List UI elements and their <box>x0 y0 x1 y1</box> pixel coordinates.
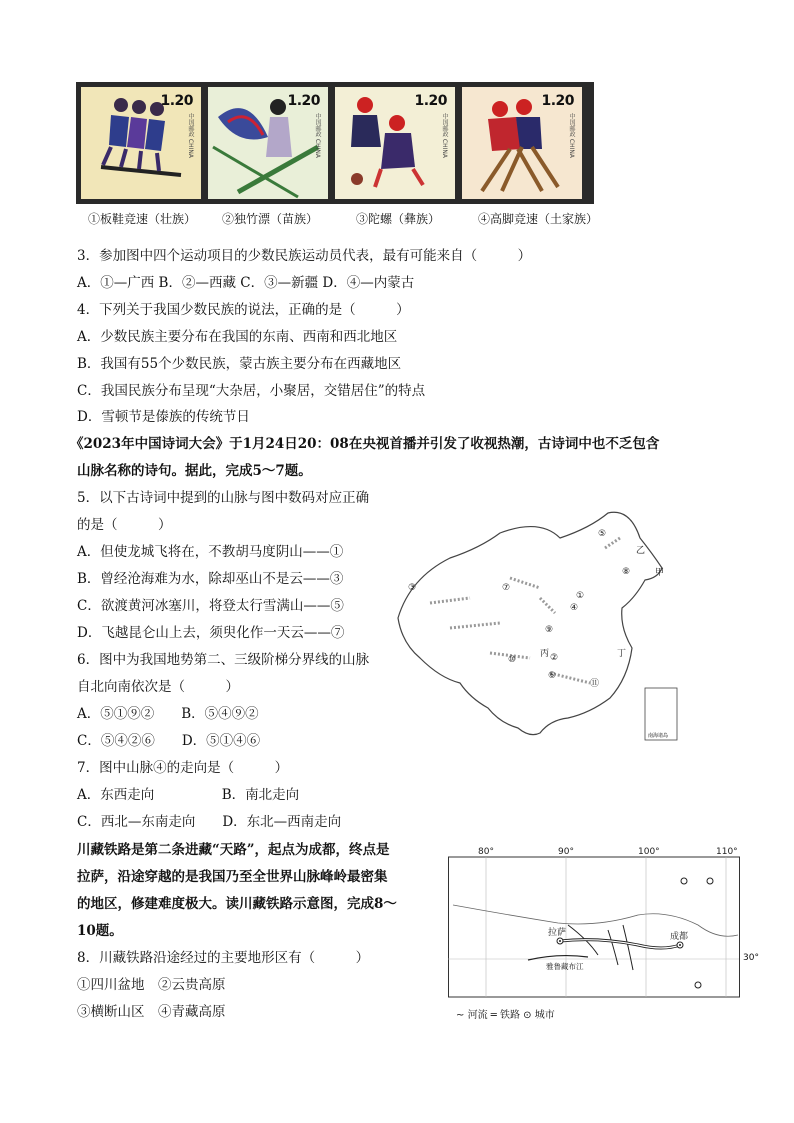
lat-30: 30° <box>743 953 759 963</box>
stamp-strip <box>76 82 594 204</box>
stamp-caption-2: ②独竹漂（苗族） <box>222 212 319 226</box>
question-5-option-d: D．飞越昆仑山上去，须臾化作一天云——⑦ <box>77 625 345 641</box>
railway-map <box>448 845 740 1000</box>
question-5: 5．以下古诗词中提到的山脉与图中数码对应正确 <box>77 490 370 506</box>
question-6-cont: 自北向南依次是（ ） <box>77 679 239 695</box>
map-letter-bing: 丙 <box>540 649 550 659</box>
stamp-2-price: 1.20 <box>287 93 320 109</box>
question-6-options-cd: C．⑤④②⑥ D．⑤①④⑥ <box>77 733 261 749</box>
city-chengdu-dot <box>679 944 681 946</box>
map-marker-9: ⑨ <box>545 625 554 635</box>
stamp-4-price: 1.20 <box>541 93 574 109</box>
stamp-4 <box>462 87 582 199</box>
map-marker-3: ③ <box>408 583 417 593</box>
map-marker-6: ⑥ <box>548 671 557 681</box>
lon-90: 90° <box>558 847 574 857</box>
stamp-3-price: 1.20 <box>414 93 447 109</box>
map-marker-2: ② <box>550 653 559 663</box>
question-4: 4．下列关于我国少数民族的说法，正确的是（ ） <box>77 302 410 318</box>
question-5-cont: 的是（ ） <box>77 517 172 533</box>
passage-intro-6: 10题。 <box>77 923 123 939</box>
legend-rail-icon: ═ <box>490 1010 497 1021</box>
passage-intro-2: 山脉名称的诗句。据此，完成5～7题。 <box>77 463 312 479</box>
question-8-options-34: ③横断山区 ④青藏高原 <box>77 1004 226 1020</box>
question-7: 7．图中山脉④的走向是（ ） <box>77 760 289 776</box>
map-marker-1: ① <box>576 591 585 601</box>
map-marker-11: ⑪ <box>590 679 600 689</box>
question-8-options-12: ①四川盆地 ②云贵高原 <box>77 977 226 993</box>
map-letter-jia: 甲 <box>655 568 665 578</box>
stamp-3 <box>335 87 455 199</box>
city-lhasa-dot <box>559 940 561 942</box>
stamp-1-price: 1.20 <box>160 93 193 109</box>
stamp-caption-3: ③陀螺（彝族） <box>356 212 441 226</box>
city-other-2 <box>707 878 713 884</box>
railway-map-frame <box>449 857 740 997</box>
question-4-option-b: B．我国有55个少数民族，蒙古族主要分布在西藏地区 <box>77 356 402 372</box>
stamp-caption-1: ①板鞋竞速（壮族） <box>88 212 197 226</box>
stamp-4-country: 中国邮政 CHINA <box>568 113 575 158</box>
map-marker-8: ⑧ <box>622 567 631 577</box>
passage-intro-3: 川藏铁路是第二条进藏“天路”，起点为成都，终点是 <box>77 842 390 858</box>
map-letter-ding: 丁 <box>617 649 627 659</box>
stamp-1-country: 中国邮政 CHINA <box>187 113 194 158</box>
question-3: 3．参加图中四个运动项目的少数民族运动员代表，最有可能来自（ ） <box>77 248 532 264</box>
question-7-options-cd: C．西北—东南走向 D．东北—西南走向 <box>77 814 342 830</box>
stamp-2-country: 中国邮政 CHINA <box>314 113 321 158</box>
question-7-options-ab: A．东西走向 B．南北走向 <box>77 787 300 803</box>
city-other-1 <box>681 878 687 884</box>
question-5-option-a: A．但使龙城飞将在，不教胡马度阴山——① <box>77 544 344 560</box>
china-mountain-map <box>390 508 690 748</box>
lon-80: 80° <box>478 847 494 857</box>
map-marker-4: ④ <box>570 603 579 613</box>
question-6-options-ab: A．⑤①⑨② B．⑤④⑨② <box>77 706 259 722</box>
stamp-caption-4: ④高脚竞速（土家族） <box>478 212 599 226</box>
map-letter-yi: 乙 <box>636 546 646 556</box>
question-5-option-c: C．欲渡黄河冰塞川，将登太行雪满山——⑤ <box>77 598 344 614</box>
stamp-2 <box>208 87 328 199</box>
question-4-option-c: C．我国民族分布呈现“大杂居，小聚居，交错居住”的特点 <box>77 383 426 399</box>
passage-intro-5: 的地区，修建难度极大。读川藏铁路示意图，完成8～ <box>77 896 397 912</box>
china-outline <box>398 512 665 734</box>
lon-100: 100° <box>638 847 660 857</box>
question-4-option-d: D．雪顿节是傣族的传统节日 <box>77 409 250 425</box>
label-chengdu: 成都 <box>670 932 689 942</box>
label-lhasa: 拉萨 <box>548 928 567 938</box>
passage-intro-1: 《2023年中国诗词大会》于1月24日20：08在央视首播并引发了收视热潮，古诗词中也不乏包含 <box>70 436 660 452</box>
question-6: 6．图中为我国地势第二、三级阶梯分界线的山脉 <box>77 652 370 668</box>
city-other-3 <box>695 982 701 988</box>
legend-city-icon: ⊙ <box>523 1010 532 1021</box>
map-marker-10: ⑩ <box>508 655 517 665</box>
label-yarlung: 雅鲁藏布江 <box>546 962 584 971</box>
stamp-1 <box>81 87 201 199</box>
map-marker-7: ⑦ <box>502 583 511 593</box>
question-3-options: A．①—广西 B．②—西藏 C．③—新疆 D．④—内蒙古 <box>77 275 415 291</box>
inset-label: 南海诸岛 <box>648 733 669 739</box>
map-marker-5: ⑤ <box>598 529 607 539</box>
stamp-3-country: 中国邮政 CHINA <box>441 113 448 158</box>
railway-map-legend <box>456 1006 555 1021</box>
question-5-option-b: B．曾经沧海难为水，除却巫山不是云——③ <box>77 571 344 587</box>
legend-river-icon: ~ <box>456 1010 465 1021</box>
legend-city: 城市 <box>534 1010 555 1021</box>
legend-river: 河流 <box>467 1010 488 1021</box>
lon-110: 110° <box>716 847 738 857</box>
legend-rail: 铁路 <box>499 1010 520 1021</box>
passage-intro-4: 拉萨，沿途穿越的是我国乃至全世界山脉峰岭最密集 <box>77 869 388 885</box>
question-8: 8．川藏铁路沿途经过的主要地形区有（ ） <box>77 950 370 966</box>
question-4-option-a: A．少数民族主要分布在我国的东南、西南和西北地区 <box>77 329 398 345</box>
